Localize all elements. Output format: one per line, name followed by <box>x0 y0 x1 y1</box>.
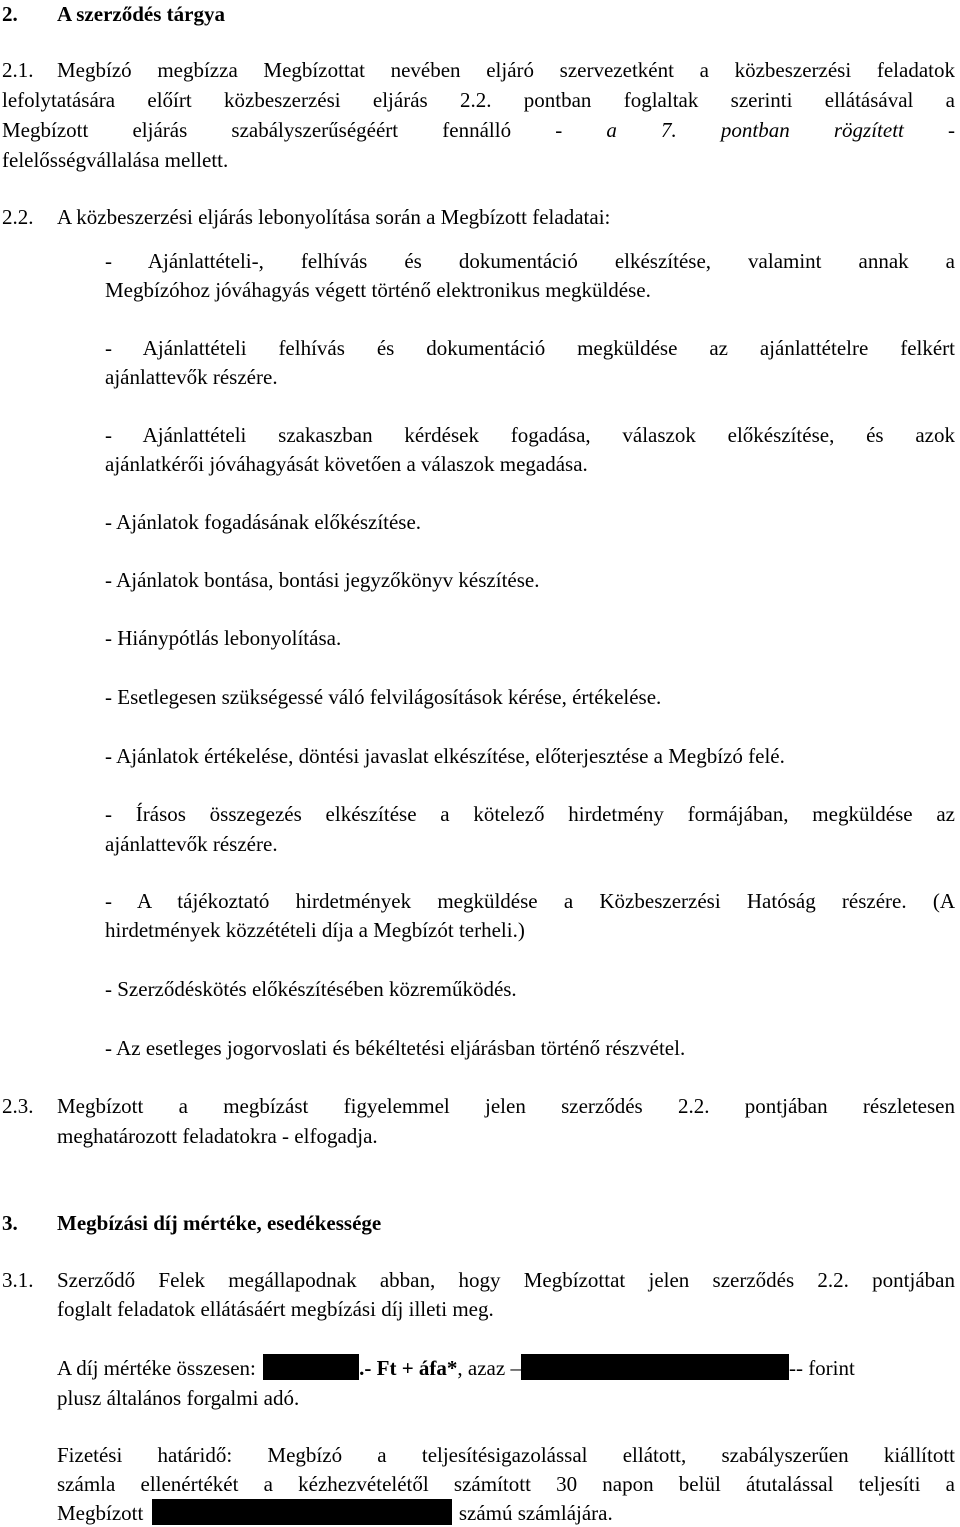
section-2-title: A szerződés tárgya <box>57 2 225 26</box>
task-item-3-line-2: ajánlatkérői jóváhagyását követően a válaszok megadása. <box>105 452 588 476</box>
task-item-2-line-1: - Ajánlattételi felhívás és dokumentáció megküldése az ajánlattételre felkért <box>105 336 955 360</box>
fee-label: A díj mértéke összesen: <box>57 1356 256 1380</box>
paragraph-2-1-line-3 <box>2 116 955 144</box>
task-item-9-line-2: ajánlattevők részére. <box>105 832 278 856</box>
task-item-3-line-1: - Ajánlattételi szakaszban kérdések fogadása, válaszok előkészítése, és azok <box>105 423 955 447</box>
paragraph-3-1-number: 3.1. <box>2 1268 34 1292</box>
task-item-10-line-2: hirdetmények közzétételi díja a Megbízót terheli.) <box>105 918 525 942</box>
section-3-title: Megbízási díj mértéke, esedékessége <box>57 1211 382 1235</box>
paragraph-2-3-line-1: Megbízott a megbízást figyelemmel jelen szerződés 2.2. pontjában részletesen <box>57 1094 955 1118</box>
paragraph-3-1-line-2: foglalt feladatok ellátásáért megbízási díj illeti meg. <box>57 1297 494 1321</box>
paragraph-2-1-number: 2.1. <box>2 58 34 82</box>
task-item-1-line-2: Megbízóhoz jóváhagyás végett történő elektronikus megküldése. <box>105 278 651 302</box>
payment-line-3-a: Megbízott <box>57 1501 144 1525</box>
paragraph-2-2-intro: A közbeszerzési eljárás lebonyolítása során a Megbízott feladatai: <box>57 205 611 229</box>
task-item-9-line-1: - Írásos összegezés elkészítése a kötelező hirdetmény formájában, megküldése az <box>105 802 955 826</box>
task-item-7: - Esetlegesen szükségessé váló felvilágosítások kérése, értékelése. <box>105 685 662 709</box>
task-item-4: - Ajánlatok fogadásának előkészítése. <box>105 510 422 534</box>
payment-line-3-b: számú számlájára. <box>458 1501 613 1525</box>
paragraph-2-1-line-1: Megbízó megbízza Megbízottat nevében eljáró szervezetként a közbeszerzési feladatok <box>57 58 955 82</box>
fee-amount-redaction <box>263 1354 359 1380</box>
paragraph-2-3-number: 2.3. <box>2 1094 34 1118</box>
fee-unit: .- Ft + áfa* <box>359 1356 458 1380</box>
fee-connector: , azaz – <box>457 1356 521 1380</box>
bank-account-redaction <box>152 1499 452 1525</box>
task-item-11: - Szerződéskötés előkészítésében közreműködés. <box>105 977 517 1001</box>
task-item-5: - Ajánlatok bontása, bontási jegyzőkönyv készítése. <box>105 568 540 592</box>
paragraph-3-1-line-1: Szerződő Felek megállapodnak abban, hogy Megbízottat jelen szerződés 2.2. pontjában <box>57 1268 955 1292</box>
task-item-8: - Ajánlatok értékelése, döntési javaslat elkészítése, előterjesztése a Megbízó felé. <box>105 744 785 768</box>
task-item-12: - Az esetleges jogorvoslati és békéltetési eljárásban történő részvétel. <box>105 1036 686 1060</box>
paragraph-2-1-line-3-italic: a 7. pontban rögzített <box>606 118 904 142</box>
fee-line <box>57 1354 955 1382</box>
payment-line-1: Fizetési határidő: Megbízó a teljesítésigazolással ellátott, szabályszerűen kiállított <box>57 1443 955 1467</box>
task-item-2-line-2: ajánlattevők részére. <box>105 365 278 389</box>
paragraph-2-1-line-3-a: Megbízott eljárás szabályszerűségéért fennálló - <box>2 118 607 142</box>
task-item-10-line-1: - A tájékoztató hirdetmények megküldése a Közbeszerzési Hatóság részére. (A <box>105 889 955 913</box>
paragraph-2-1-line-2: lefolytatására előírt közbeszerzési eljárás 2.2. pontban foglaltak szerinti ellátásával a <box>2 88 955 112</box>
paragraph-2-1-line-3-c: - <box>903 118 956 142</box>
fee-suffix: -- forint <box>788 1356 855 1380</box>
fee-line-2: plusz általános forgalmi adó. <box>57 1386 300 1410</box>
section-2-number: 2. <box>2 2 18 26</box>
payment-line-2: számla ellenértékét a kézhezvételétől számított 30 napon belül átutalással teljesíti a <box>57 1472 955 1496</box>
task-item-6: - Hiánypótlás lebonyolítása. <box>105 626 342 650</box>
fee-words-redaction <box>521 1354 789 1380</box>
paragraph-2-1-line-4: felelősségvállalása mellett. <box>2 148 229 172</box>
paragraph-2-2-number: 2.2. <box>2 205 34 229</box>
payment-line-3 <box>57 1499 955 1527</box>
task-item-1-line-1: - Ajánlattételi-, felhívás és dokumentáció elkészítése, valamint annak a <box>105 249 955 273</box>
paragraph-2-3-line-2: meghatározott feladatokra - elfogadja. <box>57 1124 378 1148</box>
section-3-number: 3. <box>2 1211 18 1235</box>
